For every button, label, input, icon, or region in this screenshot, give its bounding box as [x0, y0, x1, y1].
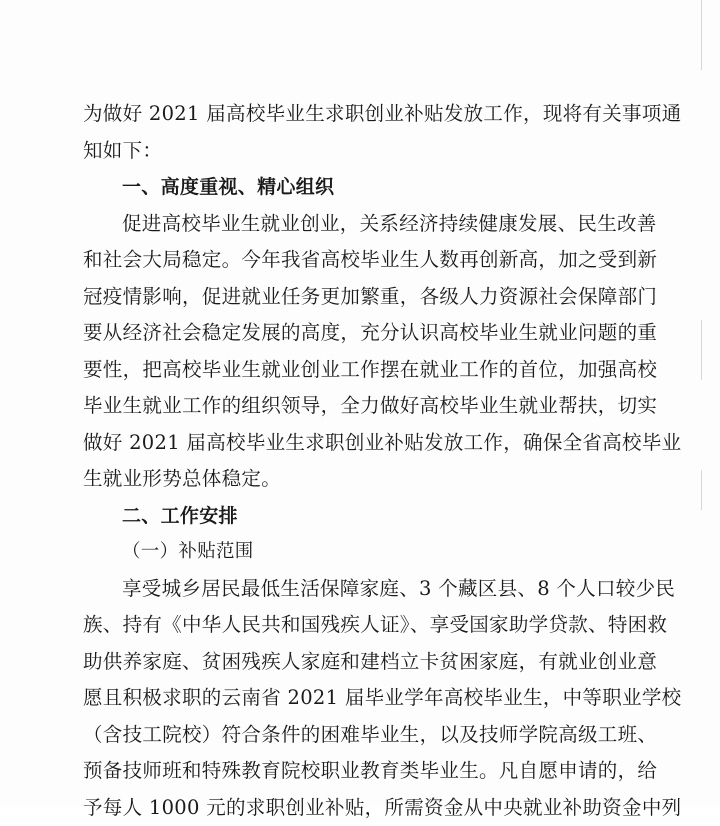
paragraph-line: 愿且积极求职的云南省 2021 届毕业学年高校毕业生，中等职业学校 — [83, 680, 633, 717]
paragraph-line: 要从经济社会稳定发展的高度，充分认识高校毕业生就业问题的重 — [83, 315, 633, 352]
paragraph-line: 要性，把高校毕业生就业创业工作摆在就业工作的首位，加强高校 — [83, 352, 633, 389]
page-edge-line — [701, 0, 702, 70]
document-body — [83, 96, 633, 826]
paragraph-line: 生就业形势总体稳定。 — [83, 461, 633, 498]
paragraph-line: 毕业生就业工作的组织领导，全力做好高校毕业生就业帮扶，切实 — [83, 388, 633, 425]
paragraph-line: （含技工院校）符合条件的困难毕业生，以及技师学院高级工班、 — [83, 717, 633, 754]
paragraph-line: 促进高校毕业生就业创业，关系经济持续健康发展、民生改善 — [83, 206, 633, 243]
paragraph-line: 享受城乡居民最低生活保障家庭、3 个藏区县、8 个人口较少民 — [83, 571, 633, 608]
page-edge-line — [701, 470, 702, 510]
section-heading: 一、高度重视、精心组织 — [83, 169, 633, 206]
section-heading: 二、工作安排 — [83, 498, 633, 535]
subsection-heading: （一）补贴范围 — [83, 534, 633, 571]
paragraph-line: 冠疫情影响，促进就业任务更加繁重，各级人力资源社会保障部门 — [83, 279, 633, 316]
paragraph-line: 做好 2021 届高校毕业生求职创业补贴发放工作，确保全省高校毕业 — [83, 425, 633, 462]
paragraph-line: 预备技师班和特殊教育院校职业教育类毕业生。凡自愿申请的，给 — [83, 753, 633, 790]
paragraph-line: 为做好 2021 届高校毕业生求职创业补贴发放工作，现将有关事项通 — [83, 96, 633, 133]
paragraph-line: 助供养家庭、贫困残疾人家庭和建档立卡贫困家庭，有就业创业意 — [83, 644, 633, 681]
paragraph-line: 和社会大局稳定。今年我省高校毕业生人数再创新高，加之受到新 — [83, 242, 633, 279]
paragraph-line: 予每人 1000 元的求职创业补贴，所需资金从中央就业补助资金中列 — [83, 790, 633, 826]
paragraph-line: 知如下： — [83, 133, 633, 170]
paragraph-line: 族、持有《中华人民共和国残疾人证》、享受国家助学贷款、特困救 — [83, 607, 633, 644]
page-edge-line — [701, 320, 702, 380]
